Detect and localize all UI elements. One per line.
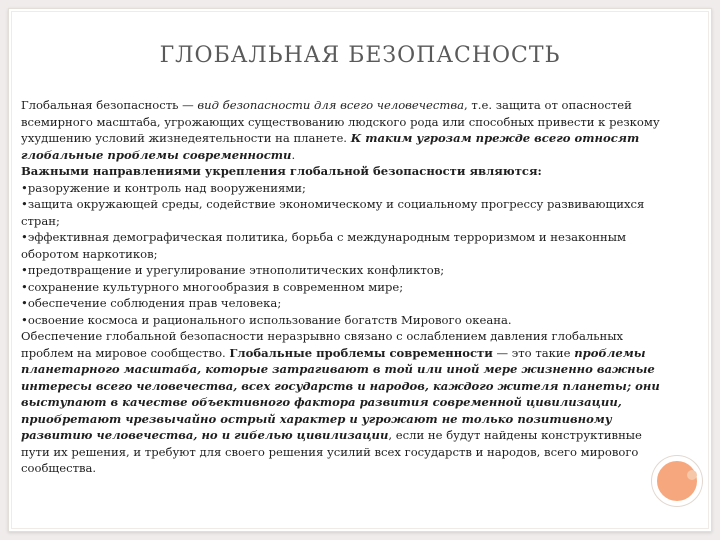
bullet-item: •разоружение и контроль над вооружениями; bbox=[21, 180, 306, 195]
slide bbox=[8, 8, 712, 532]
paragraph-definition bbox=[21, 97, 671, 163]
decorative-circle bbox=[652, 456, 702, 506]
bullet-item: •защита окружающей среды, содействие экономическому и социальному прогрессу развивающихся стран; bbox=[21, 197, 645, 228]
problems-term: Глобальные проблемы современности bbox=[229, 345, 493, 360]
definition-text: , т.е. защита от опасностей всемирного масштаба, угрожающих существованию людского рода или способных привести к резкому ухудшению условий жизнедеятельности на планете. bbox=[21, 98, 660, 145]
slide-title: ГЛОБАЛЬНАЯ БЕЗОПАСНОСТЬ bbox=[159, 43, 561, 68]
threats-highlight: К таким угрозам прежде всего относят глобальные проблемы современности bbox=[21, 131, 640, 162]
problems-definition: проблемы планетарного масштаба, которые затрагивают в той или иной мере жизненно важные интересы всего человечества, всех государств и народов, каждого жителя планеты; они выступают в качестве объективного фактора развития современной цивилизации, приобретают чрезвычайно острый характер и угрожают не только позитивному развитию человечества, но и гибелью цивилизации bbox=[21, 345, 660, 442]
definition-end: . bbox=[291, 147, 296, 162]
problems-intro: Обеспечение глобальной безопасности неразрывно связано с ослаблением давления глобальных проблем на мировое сообщество. bbox=[21, 329, 624, 360]
decorative-dot bbox=[687, 470, 697, 480]
bullet-item: •предотвращение и урегулирование этнополитических конфликтов; bbox=[21, 263, 445, 277]
bullet-item: •сохранение культурного многообразия в современном мире; bbox=[21, 279, 404, 294]
problems-connector: — это такие bbox=[492, 345, 575, 360]
problems-end: , если не будут найдены конструктивные пути их решения, и требуют для своего решения усилий всех государств и народов, всего мирового сообщества. bbox=[21, 428, 642, 475]
definition-highlight: вид безопасности для всего человечества bbox=[197, 98, 465, 112]
definition-term: Глобальная безопасность — bbox=[21, 98, 198, 112]
paragraph-global-problems bbox=[21, 328, 671, 477]
directions-heading: Важными направлениями укрепления глобальной безопасности являются: bbox=[21, 164, 542, 178]
bullet-item: •обеспечение соблюдения прав человека; bbox=[21, 296, 282, 310]
bullet-item: •эффективная демографическая политика, борьба с международным терроризмом и незаконным оборотом наркотиков; bbox=[21, 230, 626, 261]
bullet-item: •освоение космоса и рационального использование богатств Мирового океана. bbox=[21, 312, 512, 327]
slide-body bbox=[21, 97, 671, 477]
